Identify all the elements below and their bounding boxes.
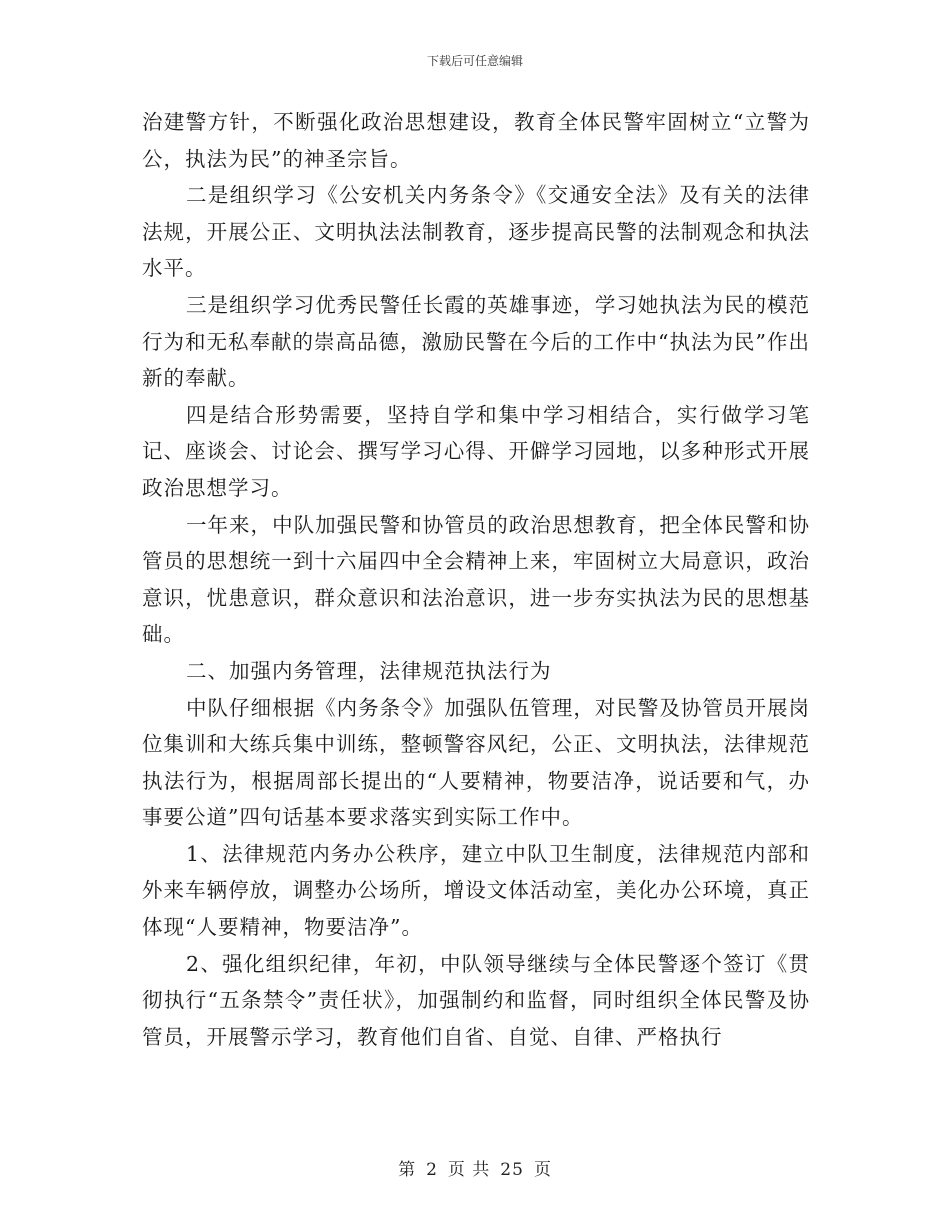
document-body bbox=[142, 104, 810, 1055]
paragraph-4: 一年来，中队加强民警和协管员的政治思想教育，把全体民警和协管员的思想统一到十六届四中全会精神上来，牢固树立大局意识，政治意识，忧患意识，群众意识和法治意识，进一步夯实执法为民的思想基础。 bbox=[142, 512, 810, 647]
footer-suffix: 页 bbox=[533, 1160, 552, 1180]
paragraph-6: 中队仔细根据《内务条令》加强队伍管理，对民警及协管员开展岗位集训和大练兵集中训练，整顿警容风纪，公正、文明执法，法律规范执法行为，根据周部长提出的“人要精神，物要洁净，说话要和气，办事要公道”四句话基本要求落实到实际工作中。 bbox=[142, 695, 810, 830]
footer-current-page: 2 bbox=[426, 1160, 438, 1180]
page-footer bbox=[0, 1155, 950, 1180]
page-header bbox=[0, 52, 950, 69]
paragraph-1: 二是组织学习《公安机关内务条令》《交通安全法》及有关的法律法规，开展公正、文明执法法制教育，逐步提高民警的法制观念和执法水平。 bbox=[142, 183, 810, 281]
paragraph-7: 1、法律规范内务办公秩序，建立中队卫生制度，法律规范内部和外来车辆停放，调整办公场所，增设文体活动室，美化办公环境，真正体现“人要精神，物要洁净”。 bbox=[142, 841, 810, 940]
header-text: 下载后可任意编辑 bbox=[426, 54, 523, 68]
paragraph-0: 治建警方针，不断强化政治思想建设，教育全体民警牢固树立“立警为公，执法为民”的神圣宗旨。 bbox=[142, 110, 810, 171]
footer-prefix: 第 bbox=[398, 1160, 417, 1180]
section-heading: 二、加强内务管理，法律规范执法行为 bbox=[186, 658, 552, 683]
paragraph-8: 2、强化组织纪律，年初，中队领导继续与全体民警逐个签订《贯彻执行“五条禁令”责任状》，加强制约和监督，同时组织全体民警及协管员，开展警示学习，教育他们自省、自觉、自律、严格执行 bbox=[142, 951, 810, 1049]
footer-middle: 页 共 bbox=[447, 1160, 491, 1180]
paragraph-2: 三是组织学习优秀民警任长霞的英雄事迹，学习她执法为民的模范行为和无私奉献的崇高品德，激励民警在今后的工作中“执法为民”作出新的奉献。 bbox=[142, 292, 810, 391]
paragraph-3: 四是结合形势需要，坚持自学和集中学习相结合，实行做学习笔记、座谈会、讨论会、撰写学习心得、开僻学习园地，以多种形式开展政治思想学习。 bbox=[142, 402, 810, 500]
footer-total-pages: 25 bbox=[500, 1160, 524, 1180]
